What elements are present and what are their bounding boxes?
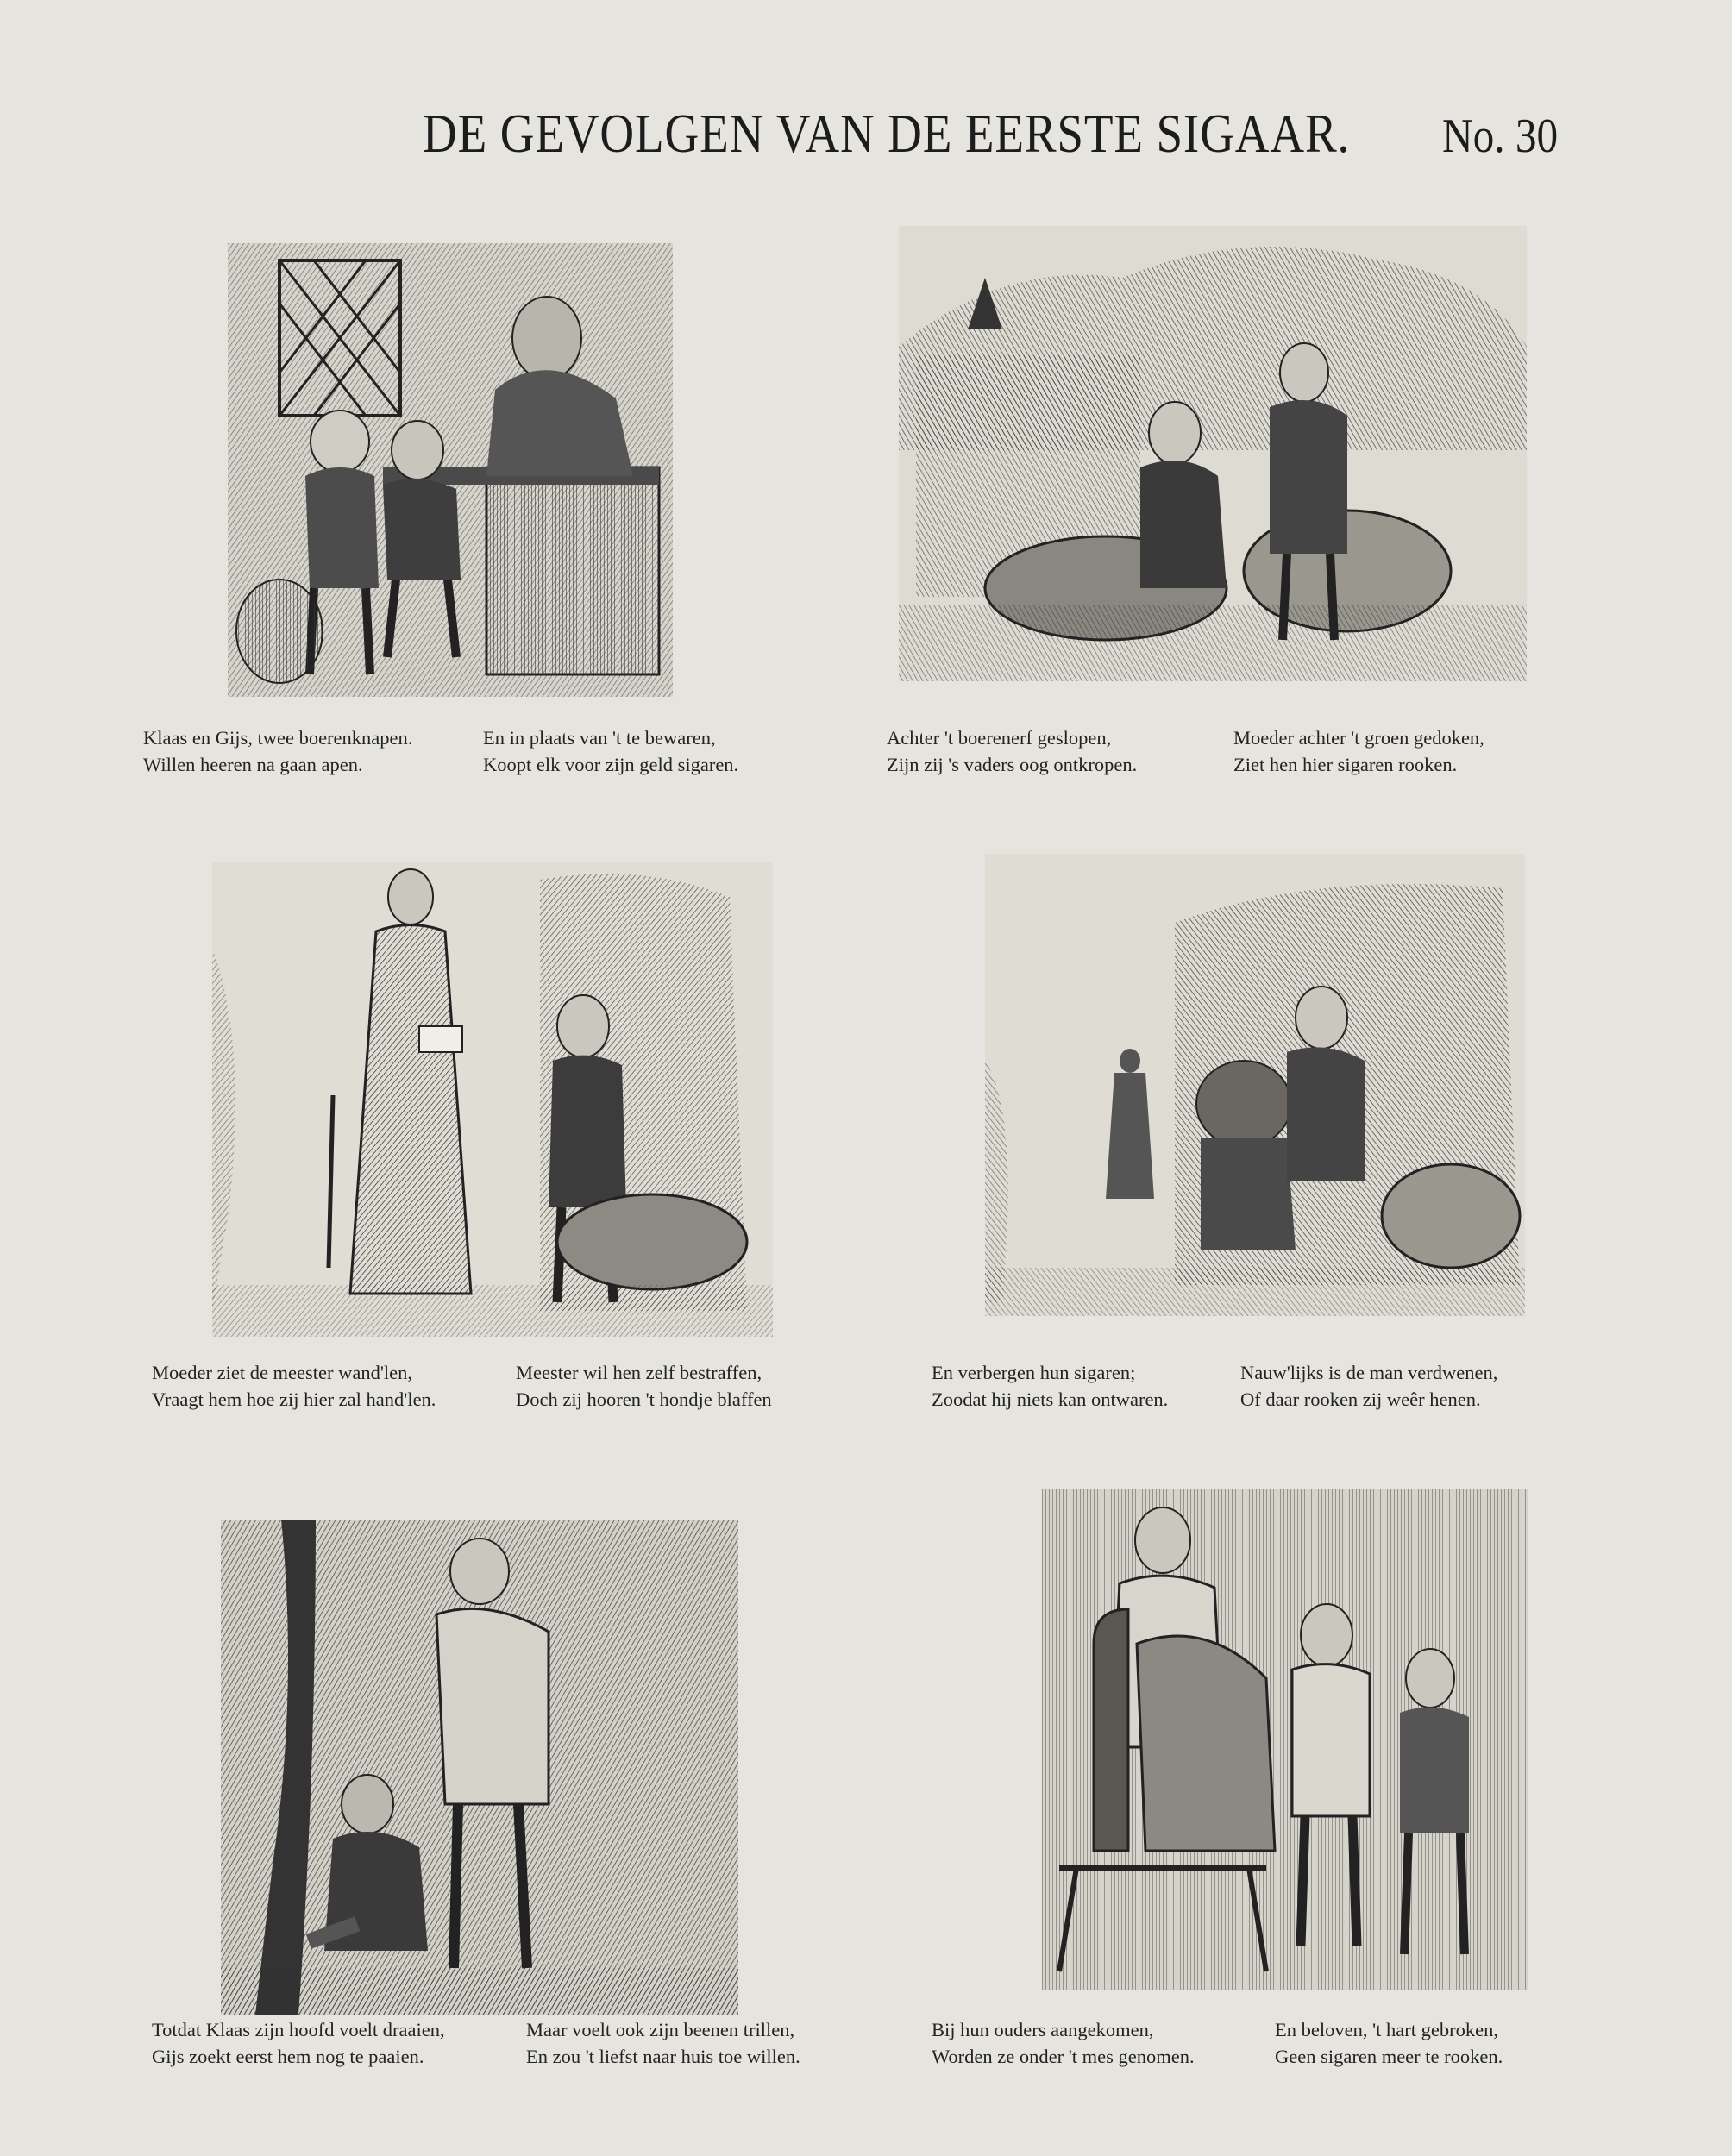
caption-1: [143, 724, 412, 778]
caption-line: Maar voelt ook zijn beenen trillen,: [526, 2019, 795, 2040]
caption-3: [887, 724, 1137, 778]
illustration-dizzy: [221, 1520, 738, 2015]
caption-11: [932, 2016, 1195, 2070]
caption-line: Moeder achter 't groen gedoken,: [1233, 727, 1484, 749]
engraving-image: [899, 226, 1527, 681]
engraving-image: [212, 862, 773, 1337]
caption-10: [526, 2016, 800, 2070]
illustration-hiding: [985, 854, 1525, 1316]
caption-line: Achter 't boerenerf geslopen,: [887, 727, 1112, 749]
engraving-image: [1042, 1489, 1528, 1990]
engraving-image: [228, 243, 673, 697]
page-title: DE GEVOLGEN VAN DE EERSTE SIGAAR.: [423, 103, 1351, 164]
caption-line: Ziet hen hier sigaren rooken.: [1233, 754, 1458, 775]
illustration-farmyard-smoking: [899, 226, 1527, 681]
caption-line: Doch zij hooren 't hondje blaffen: [516, 1388, 772, 1410]
caption-5: [152, 1359, 436, 1413]
caption-9: [152, 2016, 445, 2070]
illustration-home: [1042, 1489, 1528, 1990]
caption-line: Geen sigaren meer te rooken.: [1275, 2046, 1503, 2067]
caption-line: Moeder ziet de meester wand'len,: [152, 1362, 413, 1383]
caption-2: [483, 724, 738, 778]
caption-line: Meester wil hen zelf bestraffen,: [516, 1362, 762, 1383]
caption-7: [932, 1359, 1168, 1413]
illustration-schoolmaster: [212, 862, 773, 1337]
sheet-number: No. 30: [1442, 110, 1559, 163]
caption-line: Totdat Klaas zijn hoofd voelt draaien,: [152, 2019, 445, 2040]
caption-line: Vraagt hem hoe zij hier zal hand'len.: [152, 1388, 436, 1410]
caption-line: Zoodat hij niets kan ontwaren.: [932, 1388, 1169, 1410]
caption-line: Zijn zij 's vaders oog ontkropen.: [887, 754, 1138, 775]
caption-4: [1233, 724, 1484, 778]
caption-line: Gijs zoekt eerst hem nog te paaien.: [152, 2046, 424, 2067]
engraving-image: [985, 854, 1525, 1316]
caption-line: En verbergen hun sigaren;: [932, 1362, 1136, 1383]
caption-line: Willen heeren na gaan apen.: [143, 754, 363, 775]
caption-line: Of daar rooken zij weêr henen.: [1240, 1388, 1481, 1410]
caption-line: Klaas en Gijs, twee boerenknapen.: [143, 727, 413, 749]
caption-line: Bij hun ouders aangekomen,: [932, 2019, 1154, 2040]
caption-line: Nauw'lijks is de man verdwenen,: [1240, 1362, 1498, 1383]
illustration-shop-counter: [228, 243, 673, 697]
caption-8: [1240, 1359, 1497, 1413]
caption-line: En in plaats van 't te bewaren,: [483, 727, 716, 749]
caption-6: [516, 1359, 772, 1413]
caption-12: [1275, 2016, 1503, 2070]
caption-line: Koopt elk voor zijn geld sigaren.: [483, 754, 739, 775]
caption-line: En beloven, 't hart gebroken,: [1275, 2019, 1498, 2040]
caption-line: Worden ze onder 't mes genomen.: [932, 2046, 1195, 2067]
engraving-image: [221, 1520, 738, 2015]
caption-line: En zou 't liefst naar huis toe willen.: [526, 2046, 800, 2067]
